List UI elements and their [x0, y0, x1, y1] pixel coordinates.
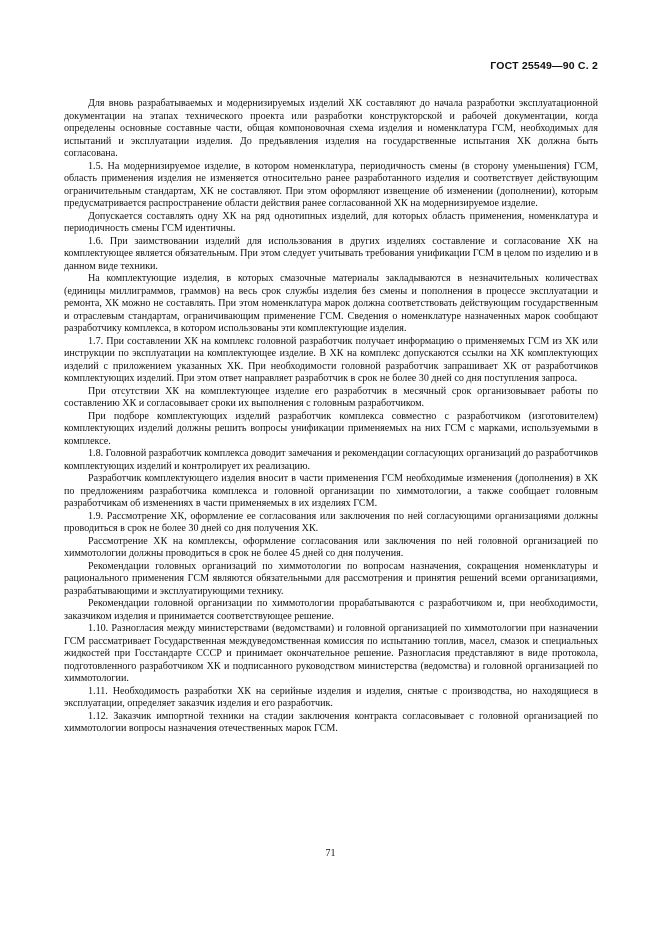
paragraph-1-8: 1.8. Головной разработчик комплекса доводит замечания и рекомендации согласующих организаций до разработчиков комплектующих изделий и контролирует их реализацию. — [64, 448, 598, 472]
paragraph-1-7-selection: При подборе комплектующих изделий разработчик комплекса совместно с разработчиком (изготовителем) комплектующих изделий должны решить вопросы унификации применяемых на них ГСМ с марками, используемыми в комплексе. — [64, 410, 598, 447]
paragraph-1-9-recommendations: Рекомендации головных организаций по химмотологии по вопросам назначения, сокращения номенклатуры и рационального применения ГСМ являются обязательными для рассмотрения и принятия решений всеми организациями, разрабатывающими и эксплуатирующими технику. — [64, 560, 598, 597]
page-number: 71 — [325, 848, 336, 859]
paragraph-1-9-processing: Рекомендации головной организации по химмотологии прорабатываются с разработчиком и, при необходимости, заказчиком изделия и принимается соответствующее решение. — [64, 598, 598, 622]
paragraph-1-6: 1.6. При заимствовании изделий для использования в других изделиях составление и согласование ХК на комплектующее является обязательным. При этом следует учитывать требования унификации ГСМ в целом по изделию и в данном виде техники. — [64, 235, 598, 272]
paragraph-1-7: 1.7. При составлении ХК на комплекс головной разработчик получает информацию о применяемых ГСМ из ХК или инструкции по эксплуатации на комплектующее изделие. В ХК на комплекс допускаются ссылки на ХК комплектующих изделий с приложением указанных ХК. При необходимости головной разработчик запрашивает ХК от разработчиков комплектующих изделий. При этом ответ направляет разработчик в срок не более 30 дней со дня поступления запроса. — [64, 335, 598, 384]
body-text — [64, 98, 598, 736]
paragraph-1-12: 1.12. Заказчик импортной техники на стадии заключения контракта согласовывает с головной организацией по химмотологии вопросы назначения отечественных марок ГСМ. — [64, 710, 598, 734]
paragraph-1-9-complex: Рассмотрение ХК на комплексы, оформление согласования или заключения по ней головной организацией по химмотологии должны проводиться в срок не более 45 дней со дня получения. — [64, 535, 598, 559]
paragraph-1-8-changes: Разработчик комплектующего изделия вносит в части применения ГСМ необходимые изменения (дополнения) в ХК по предложениям разработчика комплекса и головной организации по химмотологии, а также сообщает головным разработчикам об изменениях в части применяемых в их изделиях ГСМ. — [64, 473, 598, 509]
paragraph-1-5: 1.5. На модернизируемое изделие, в котором номенклатура, периодичность смены (в сторону уменьшения) ГСМ, область применения изделия не изменяется относительно ранее разработанного изделия и соответствует действующим ограничительным стандартам, ХК не составляют. При этом оформляют извещение об изменении (дополнении), которым предусматривается распространение области действия ранее согласованной ХК на модернизируемое изделие. — [64, 160, 598, 209]
paragraph-1-7-absence: При отсутствии ХК на комплектующее изделие его разработчик в месячный срок организовывает работы по составлению ХК и согласовывает сроки их выполнения с головным разработчиком. — [64, 385, 598, 409]
paragraph-1-6-note: На комплектующие изделия, в которых смазочные материалы закладываются в незначительных количествах (единицы миллиграммов, граммов) на весь срок службы изделия без смены и пополнения в процессе эксплуатации и ремонта, ХК можно не составлять. При этом номенклатура марок должна соответствовать действующим государственным и отраслевым стандартам, ограничивающим применение ГСМ. Сведения о номенклатуре назначенных марок сообщают разработчику комплекса, в котором использованы эти комплектующие изделия. — [64, 273, 598, 334]
paragraph-1-10: 1.10. Разногласия между министерствами (ведомствами) и головной организацией по химмотологии при назначении ГСМ рассматривает Государственная междуведомственная комиссия по испытанию топлив, масел, смазок и специальных жидкостей при Госстандарте СССР и принимает окончательное решение. Разногласия представляют в виде протокола, подготовленного разработчиком ХК и подписанного руководством министерства (ведомства) и головной организацией по химмотологии. — [64, 623, 598, 684]
document-page — [64, 60, 598, 736]
standard-header: ГОСТ 25549—90 С. 2 — [490, 60, 598, 72]
paragraph-intro: Для вновь разрабатываемых и модернизируемых изделий ХК составляют до начала разработки эксплуатационной документации на этапах технического проекта или разработки конструкторской и рабочей документации, когда определены основные составные части, общая компоновочная схема изделия и номенклатура ГСМ, необходимых для испытаний и эксплуатации изделия. До предъявления изделия на государственные испытания ХК должна быть согласована. — [64, 98, 598, 159]
paragraph-1-11: 1.11. Необходимость разработки ХК на серийные изделия и изделия, снятые с производства, но находящиеся в эксплуатации, определяет заказчик изделия и его разработчик. — [64, 685, 598, 709]
paragraph-1-9: 1.9. Рассмотрение ХК, оформление ее согласования или заключения по ней согласующими организациями должны проводиться в срок не более 30 дней со дня получения ХК. — [64, 510, 598, 534]
paragraph-1-5-note: Допускается составлять одну ХК на ряд однотипных изделий, для которых область применения, номенклатура и периодичность смены ГСМ идентичны. — [64, 210, 598, 234]
